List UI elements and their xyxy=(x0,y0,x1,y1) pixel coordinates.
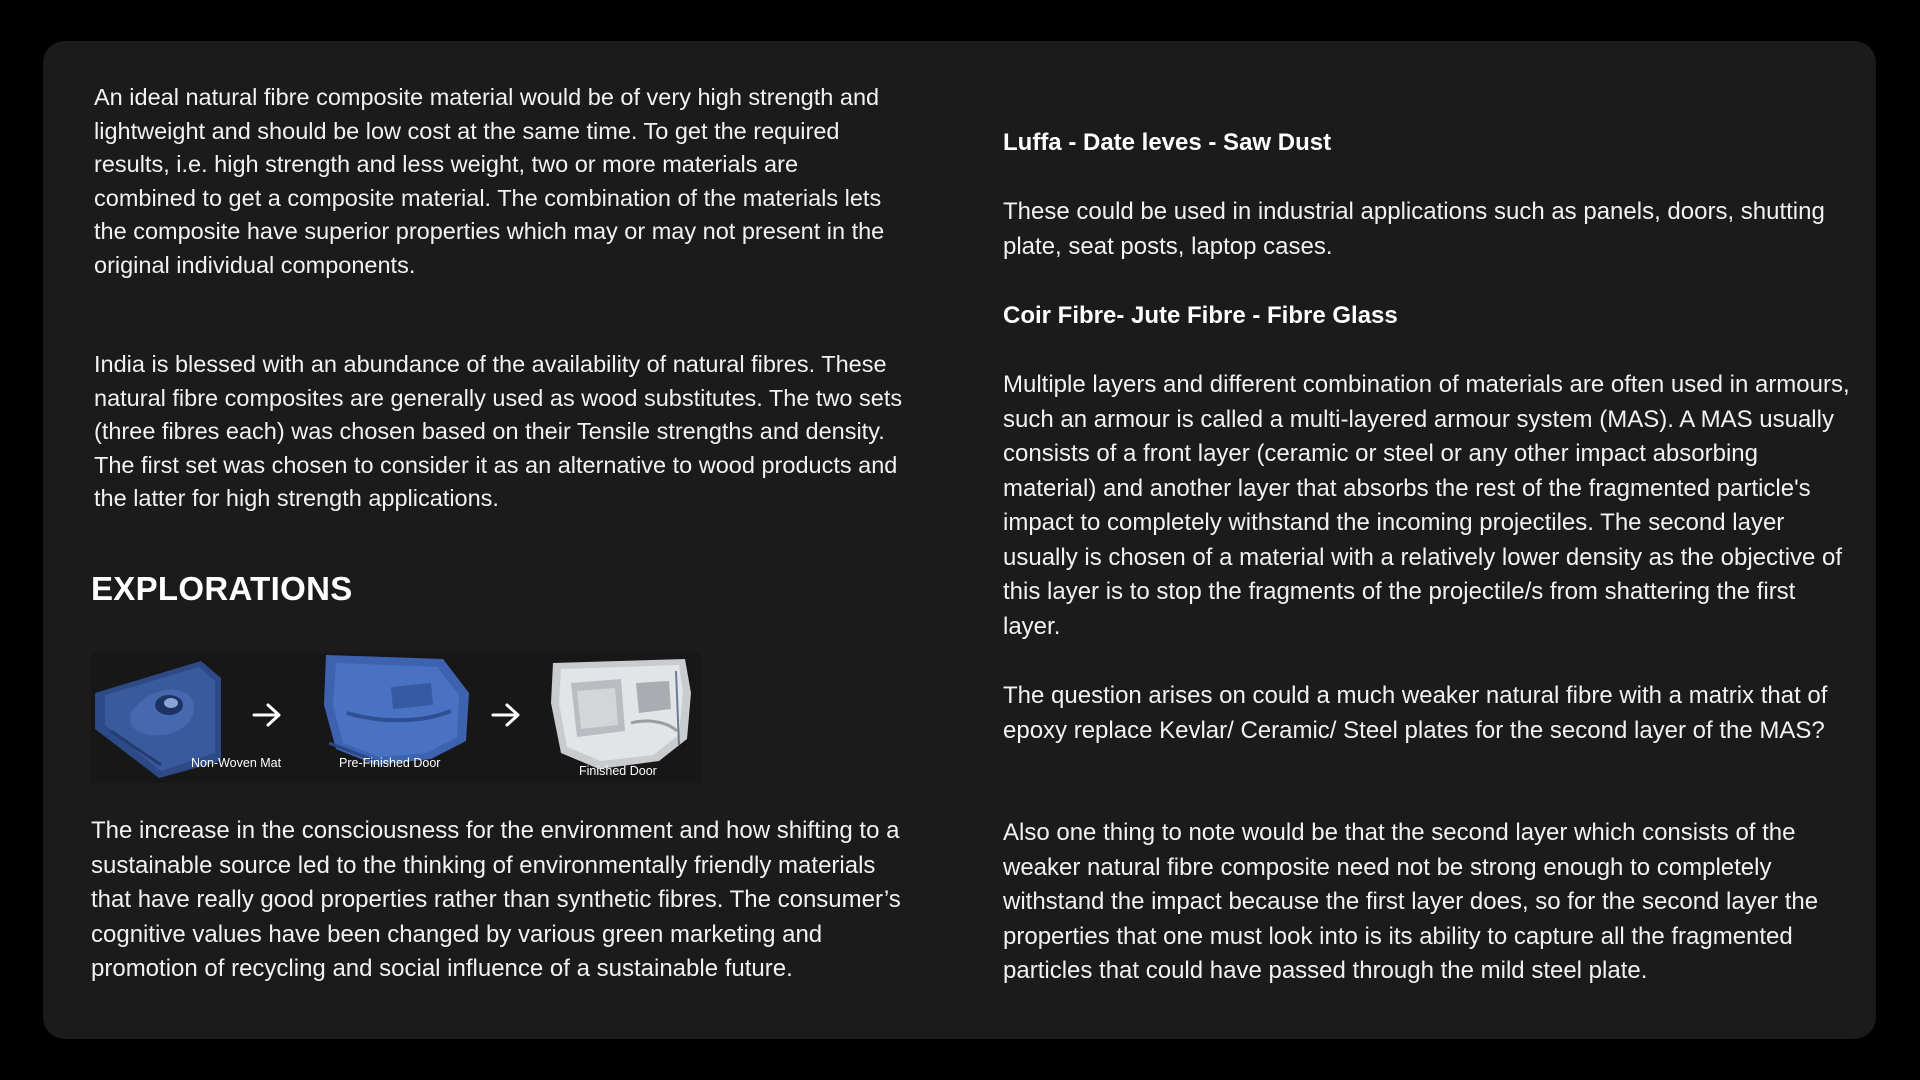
consciousness-paragraph: The increase in the consciousness for the environment and how shifting to a sustainable source led to the thinking of environmentally friendly materials that have really good properties rather than synthetic fibres. The consumer’s cognitive values have been changed by various green marketing and promotion of recycling and social influence of a sustainable future. xyxy=(91,817,901,983)
fibre-set-2-heading: Coir Fibre- Jute Fibre - Fibre Glass xyxy=(1003,302,1398,329)
intro-paragraph: An ideal natural fibre composite material would be of very high strength and lightweight and should be low cost at the same time. To get the required results, i.e. high strength and less weight, two or more materials are combined to get a composite material. The combination of the materials lets the composite have superior properties which may or may not present in the original individual components. xyxy=(94,84,885,278)
fibre-set-2-description: Multiple layers and different combination of materials are often used in armours, such an armour is called a multi-layered armour system (MAS). A MAS usually consists of a front layer (ceramic or steel or any other impact absorbing material) and another layer that absorbs the rest of the fragmented particle's impact to completely withstand the incoming projectiles. The second layer usually is chosen of a material with a relatively lower density as the objective of this layer is to stop the fragments of the projectile/s from shattering the first layer. xyxy=(1003,371,1850,640)
question-paragraph: The question arises on could a much weaker natural fibre with a matrix that of epoxy replace Kevlar/ Ceramic/ Steel plates for the second layer of the MAS? xyxy=(1003,682,1828,744)
pre-finished-door-image xyxy=(324,655,469,765)
content-card xyxy=(43,41,1876,1039)
non-woven-mat-caption: Non-Woven Mat xyxy=(191,756,282,770)
fibre-set-1-description: These could be used in industrial applications such as panels, doors, shutting plate, seat posts, laptop cases. xyxy=(1003,198,1825,260)
fibre-set-1-heading: Luffa - Date leves - Saw Dust xyxy=(1003,129,1332,156)
india-paragraph: India is blessed with an abundance of the availability of natural fibres. These natural fibre composites are generally used as wood substitutes. The two sets (three fibres each) was chosen based on their Tensile strengths and density. The first set was chosen to consider it as an alternative to wood products and the latter for high strength applications. xyxy=(94,351,903,511)
finished-door-caption: Finished Door xyxy=(579,764,657,778)
note-paragraph: Also one thing to note would be that the second layer which consists of the weaker natural fibre composite need not be strong enough to completely withstand the impact because the first layer does, so for the second layer the properties that one must look into is its ability to capture all the fragmented particles that could have passed through the mild steel plate. xyxy=(1003,819,1819,984)
process-strip xyxy=(91,653,701,783)
pre-finished-door-caption: Pre-Finished Door xyxy=(339,756,441,770)
explorations-heading: EXPLORATIONS xyxy=(91,570,353,607)
